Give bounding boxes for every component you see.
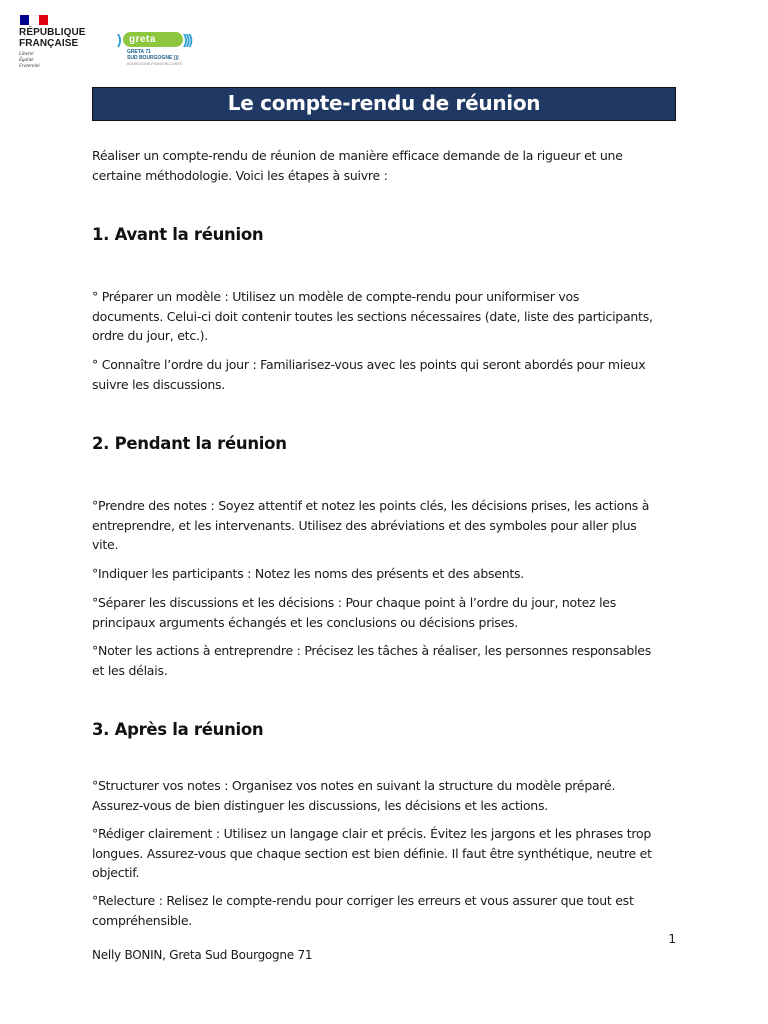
section-heading-pendant: 2. Pendant la réunion [92, 434, 287, 453]
section2-item1-line2: entreprendre, et les intervenants. Utilisez des abréviations et des symboles pour aller plus [92, 517, 637, 533]
greta-logo [117, 28, 197, 72]
greta-line2: SUD BOURGOGNE ))) [127, 55, 179, 61]
greta-arc-right-icon: ))) [183, 31, 191, 47]
section2-item4-line1: °Noter les actions à entreprendre : Précisez les tâches à réaliser, les personnes responsables [92, 643, 651, 658]
rf-motto-line3: Fraternité [19, 64, 40, 69]
section3-item3-line2: compréhensible. [92, 912, 193, 928]
section3-item2-line3: objectif. [92, 865, 140, 880]
document-title: Le compte-rendu de réunion [92, 87, 676, 121]
republique-francaise-logo [19, 15, 89, 75]
section3-item2-line2: longues. Assurez-vous que chaque section est bien définie. Il faut être synthétique, neutre et [92, 845, 652, 861]
page-number: 1 [668, 932, 676, 946]
french-flag-icon [20, 15, 48, 25]
section2-item3-line1: °Séparer les discussions et les décisions : Pour chaque point à l’ordre du jour, notez les [92, 595, 617, 610]
section-heading-apres: 3. Après la réunion [92, 720, 264, 739]
section3-item3-line1: °Relecture : Relisez le compte-rendu pour corriger les erreurs et vous assurer que tout est [92, 893, 634, 908]
section1-item1-line2: documents. Celui-ci doit contenir toutes les sections nécessaires (date, liste des participants, [92, 308, 653, 324]
section1-item1-line1: ° Préparer un modèle : Utilisez un modèle de compte-rendu pour uniformiser vos [92, 289, 580, 304]
intro-line-2: certaine méthodologie. Voici les étapes à suivre : [92, 167, 388, 183]
rf-motto-line1: Liberté [19, 52, 34, 57]
section2-item1-line3: vite. [92, 537, 119, 552]
intro-line-1: Réaliser un compte-rendu de réunion de manière efficace demande de la rigueur et une [92, 148, 623, 163]
section3-item2-line1: °Rédiger clairement : Utilisez un langage clair et précis. Évitez les jargons et les phrases trop [92, 826, 652, 841]
greta-brand: greta [123, 32, 183, 47]
rf-name-line1: RÉPUBLIQUE [19, 27, 86, 38]
section1-item2-line1: ° Connaître l’ordre du jour : Familiarisez-vous avec les points qui seront abordés pour mieux [92, 357, 646, 372]
section3-item1-line1: °Structurer vos notes : Organisez vos notes en suivant la structure du modèle préparé. [92, 778, 616, 793]
rf-name-line2: FRANÇAISE [19, 38, 79, 49]
section2-item2-line1: °Indiquer les participants : Notez les noms des présents et des absents. [92, 566, 525, 581]
section1-item1-line3: ordre du jour, etc.). [92, 328, 209, 343]
rf-motto-line2: Égalité [19, 58, 34, 63]
section2-item3-line2: principaux arguments échangés et les conclusions ou décisions prises. [92, 614, 518, 630]
greta-line1: GRETA 71 [127, 49, 151, 55]
section-heading-avant: 1. Avant la réunion [92, 225, 264, 244]
greta-line3: BOURGOGNE-FRANCHE-COMTÉ [127, 62, 183, 66]
section1-item2-line2: suivre les discussions. [92, 376, 226, 392]
footer-author: Nelly BONIN, Greta Sud Bourgogne 71 [92, 948, 313, 962]
greta-arc-left-icon: ) [117, 31, 122, 47]
section3-item1-line2: Assurez-vous de bien distinguer les discussions, les décisions et les actions. [92, 797, 548, 813]
section2-item1-line1: °Prendre des notes : Soyez attentif et notez les points clés, les décisions prises, les actions à [92, 498, 650, 513]
section2-item4-line2: et les délais. [92, 662, 168, 678]
